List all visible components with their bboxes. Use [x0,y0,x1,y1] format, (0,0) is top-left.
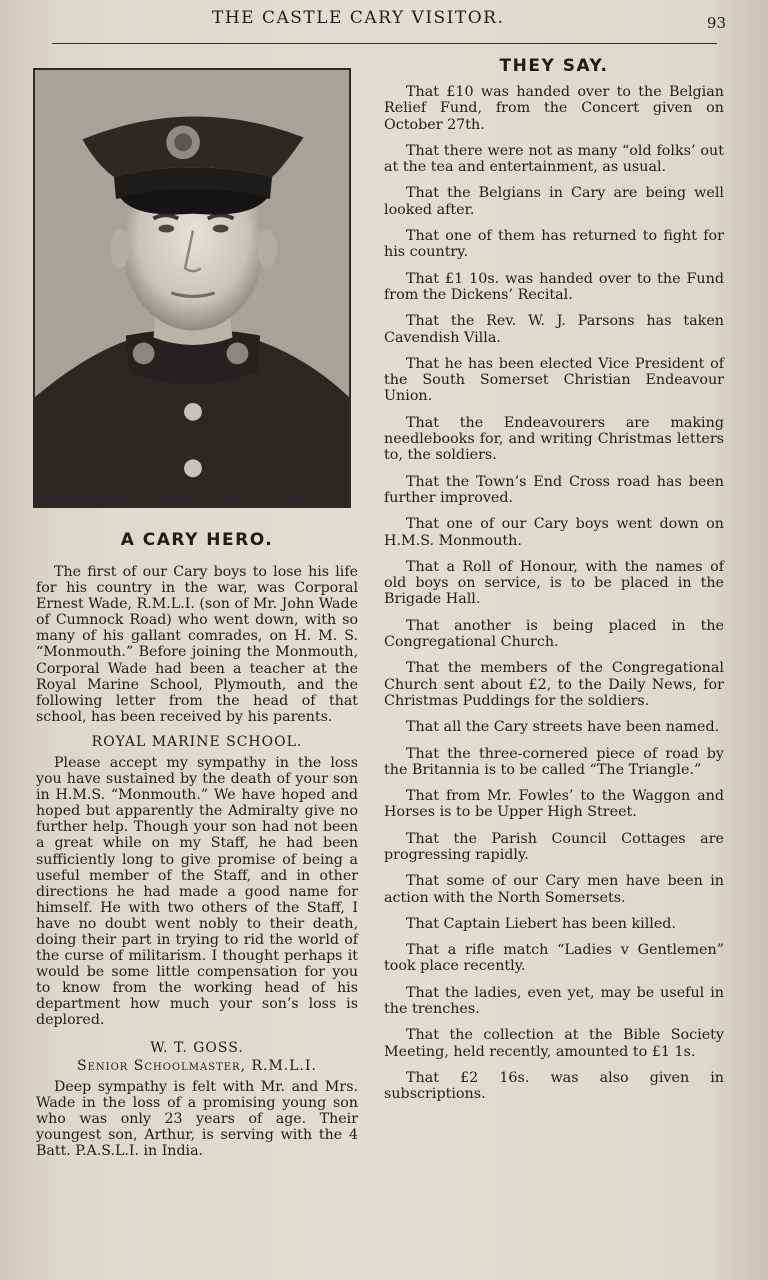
they-say-item: That the Rev. W. J. Parsons has taken Cavendish Villa. [384,313,724,346]
they-say-item: That some of our Cary men have been in action with the North Somersets. [384,873,724,906]
they-say-item: That the Town’s End Cross road has been further improved. [384,473,724,506]
page-header [40,8,740,38]
letter-body: Please accept my sympathy in the loss you have sustained by the death of your son in H.M.S. “Monmouth.” We have hoped and hoped but apparently the Admiralty give no further help. Though your son had not been a great while on my Staff, he had been sufficiently long to give promise of being a useful member of the Staff, and in other directions he had made a good name for himself. He with two others of the Staff, I have no doubt went nobly to their death, doing their part in trying to rid the world of the curse of militarism. I thought perhaps it would be some little compensation for you to know from the working head of his department how much your son’s loss is deplored. [36,754,358,1029]
they-say-item: That all the Cary streets have been named. [406,719,720,736]
they-say-item: That from Mr. Fowles’ to the Waggon and Horses is to be Upper High Street. [384,788,724,821]
signature-title: Senior Schoolmaster, R.M.L.I. [77,1057,317,1074]
right-column [384,56,724,1113]
school-name: ROYAL MARINE SCHOOL. [91,733,303,750]
they-say-item: That the members of the Congregational Church sent about £2, to the Daily News, for Christmas Puddings for the soldiers. [384,660,724,709]
they-say-item: That one of our Cary boys went down on H.M.S. Monmouth. [384,516,724,549]
article-heading: A CARY HERO. [120,530,274,550]
header-rule [52,43,717,44]
they-say-item: That Captain Liebert has been killed. [406,915,677,932]
they-say-item: That the Endeavourers are making needlebooks for, and writing Christmas letters to, the soldiers. [384,414,724,464]
letter-signature: W. T. GOSS. [150,1039,244,1056]
they-say-item: That one of them has returned to fight for his country. [384,228,724,261]
they-say-item: That he has been elected Vice President of the South Somerset Christian Endeavour Union. [384,355,724,405]
article-intro: The first of our Cary boys to lose his life for his country in the war, was Corporal Ernest Wade, R.M.L.I. (son of Mr. John Wade of Cumnock Road) who went down, with so many of his gallant comrades, on H. M. S. “Monmouth.” Before joining the Monmouth, Corporal Wade had been a teacher at the Royal Marine School, Plymouth, and the following letter from the head of that school, has been received by his parents. [36,564,358,725]
they-say-item: That the ladies, even yet, may be useful in the trenches. [384,984,724,1018]
they-say-item: That £1 10s. was handed over to the Fund from the Dickens’ Recital. [384,270,724,303]
publication-title: THE CASTLE CARY VISITOR. [212,8,505,28]
they-say-item: That the Parish Council Cottages are progressing rapidly. [384,830,724,863]
closing-paragraph: Deep sympathy is felt with Mr. and Mrs. Wade in the loss of a promising young son who was only 23 years of age. Their youngest son, Arthur, is serving with the 4 Batt. P.A.S.L.I. in India. [36,1078,358,1159]
they-say-item: That the three-cornered piece of road by the Britannia is to be called “The Triangle.” [384,745,724,778]
they-say-item: That a Roll of Honour, with the names of old boys on service, is to be placed in the Brigade Hall. [384,558,724,608]
left-column [36,530,358,1159]
they-say-item: That there were not as many “old folks’ out at the tea and entertainment, as usual. [384,142,724,176]
portrait-photo [33,68,351,508]
column-heading: THEY SAY. [499,56,609,76]
page-number: 93 [706,14,726,32]
they-say-item: That £10 was handed over to the Belgian Relief Fund, from the Concert given on October 27th. [384,84,724,133]
they-say-item: That a rifle match “Ladies v Gentlemen” took place recently. [384,942,724,975]
they-say-item: That £2 16s. was also given in subscriptions. [384,1069,724,1103]
they-say-item: That another is being placed in the Congregational Church. [384,617,724,651]
they-say-item: That the Belgians in Cary are being well looked after. [384,185,724,218]
they-say-item: That the collection at the Bible Society Meeting, held recently, amounted to £1 1s. [384,1027,724,1060]
